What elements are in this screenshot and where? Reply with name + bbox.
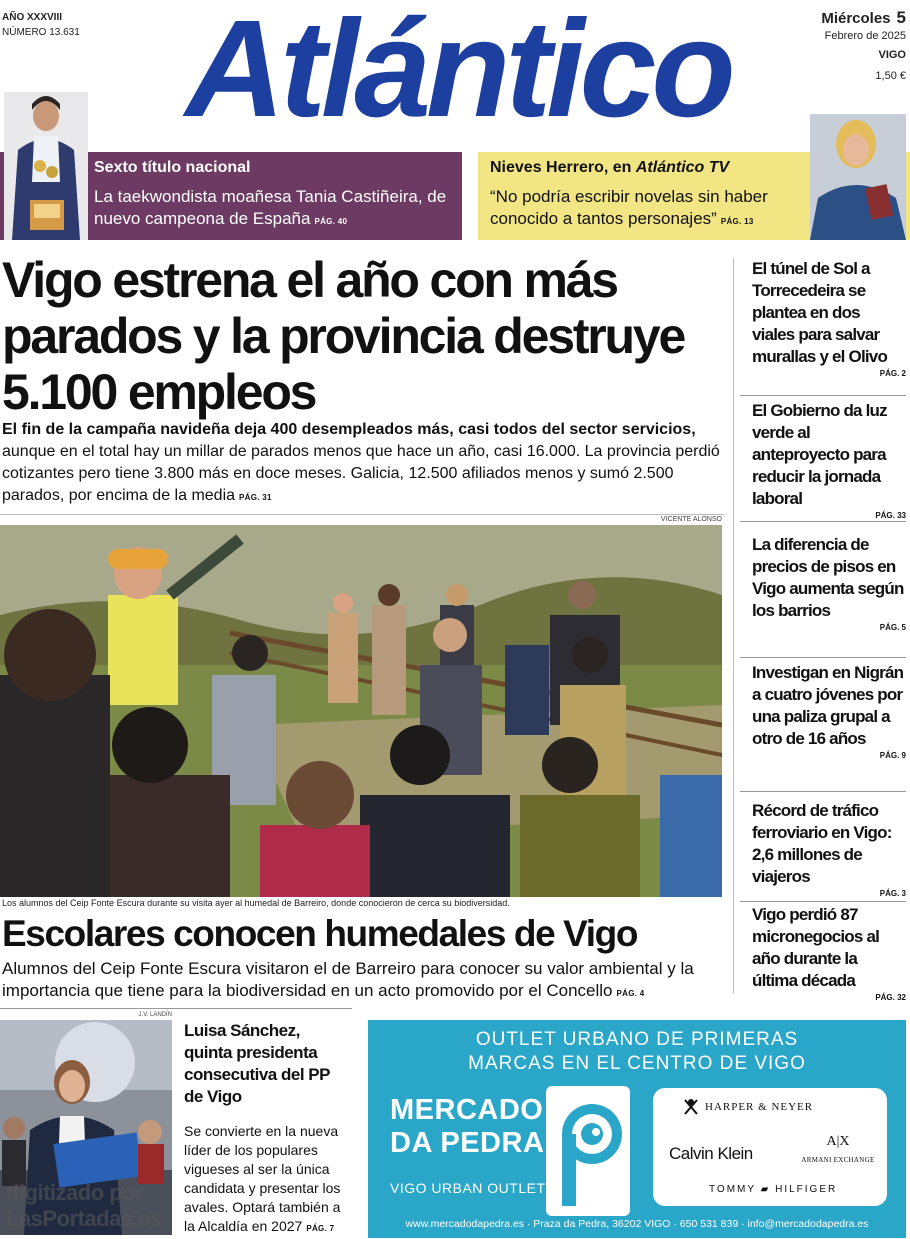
brief-item[interactable]	[740, 800, 906, 902]
edition-year: AÑO XXXVIII	[2, 12, 63, 23]
promo-atlantico-tv[interactable]	[478, 152, 910, 240]
lead-standfirst	[2, 419, 727, 509]
ad-headline-line2: MARCAS EN EL CENTRO DE VIGO	[468, 1053, 806, 1074]
page-reference: PÁG. 40	[314, 217, 348, 226]
promo-right-title	[490, 159, 729, 177]
lead-standfirst-text: aunque en el total hay un millar de parados menos que hace un año, casi 16.000. La provincia perdió cotizantes pero tiene 3.800 más en doce meses. Galicia, 12.500 afiliados menos y sumó 2.500 parados, por encima de la media	[2, 443, 720, 504]
column-divider	[733, 258, 734, 993]
brand-armani-exchange: ARMANI EXCHANGE	[801, 1156, 875, 1164]
brief-item[interactable]	[740, 398, 906, 522]
brief-title: Vigo perdió 87 micronegocios al año durante la última década	[752, 905, 880, 990]
ad-headline-line1: OUTLET URBANO DE PRIMERAS	[475, 1029, 799, 1050]
edition-info	[2, 10, 80, 40]
issue-weekday: Miércoles	[821, 10, 891, 27]
secondary-standfirst	[2, 958, 727, 1005]
watermark-line1: digitizado por	[6, 1180, 144, 1205]
page-reference: PÁG. 7	[306, 1224, 335, 1233]
promo-right-body: “No podría escribir novelas sin haber conocido a tantos personajes”	[490, 187, 768, 228]
promo-left-text	[94, 186, 459, 233]
watermark-line2: LasPortadas.es	[6, 1206, 162, 1231]
photo-caption: Los alumnos del Ceip Fonte Escura durante su visita ayer al humedal de Barreiro, donde conocieron de cerca su biodiversidad.	[2, 898, 510, 908]
ad-brand-line1: MERCADO	[390, 1094, 544, 1126]
page-reference: PÁG. 13	[720, 217, 754, 226]
ad-brand-name	[390, 1094, 544, 1160]
athlete-photo	[4, 92, 88, 240]
brief-item[interactable]	[740, 534, 906, 658]
photo-credit: J.V. LANDÍN	[138, 1012, 172, 1018]
brief-item[interactable]	[740, 904, 906, 1008]
brief-title: La diferencia de precios de pisos en Vigo aumenta según los barrios	[752, 535, 904, 620]
newspaper-logo[interactable]: Atlántico	[185, 0, 731, 146]
masthead	[0, 0, 910, 148]
page-reference: PÁG. 33	[875, 511, 906, 520]
divider	[0, 514, 724, 515]
promo-right-text	[490, 186, 810, 233]
secondary-standfirst-text: Alumnos del Ceip Fonte Escura visitaron el de Barreiro para conocer su valor ambiental y la importancia que tiene para la biodiversidad en un acto promovido por el Concello	[2, 959, 694, 1000]
author-photo	[810, 114, 906, 240]
ad-brand-line2: DA PEDRA	[390, 1127, 545, 1159]
ad-contact-footer: www.mercadodapedra.es · Praza da Pedra, 36202 VIGO · 650 531 839 · info@mercadodapedra.es	[405, 1218, 869, 1230]
page-reference: PÁG. 32	[875, 993, 906, 1002]
brief-title: El Gobierno da luz verde al anteproyecto para reducir la jornada laboral	[752, 401, 887, 508]
divider	[0, 1008, 352, 1009]
page-reference: PÁG. 2	[879, 369, 906, 378]
promo-right-title-brand: Atlántico TV	[635, 159, 730, 176]
photo-credit: VICENTE ALONSO	[660, 516, 722, 523]
page-reference: PÁG. 31	[239, 493, 272, 502]
wetland-scene-illustration	[0, 525, 722, 897]
pp-headline[interactable]: Luisa Sánchez, quinta presidenta consecutiva del PP de Vigo	[184, 1021, 330, 1106]
ad-headline	[368, 1028, 906, 1076]
brand-calvin-klein: Calvin Klein	[669, 1144, 753, 1163]
brief-title: Investigan en Nigrán a cuatro jóvenes por una paliza grupal a otro de 16 años	[752, 663, 904, 748]
brand-harper-neyer: HARPER & NEYER	[705, 1101, 814, 1113]
promo-left-title: Sexto título nacional	[94, 159, 251, 176]
lead-standfirst-bold: El fin de la campaña navideña deja 400 desempleados más, casi todos del sector servicios,	[2, 421, 696, 438]
promo-left-body: La taekwondista moañesa Tania Castiñeira, de nuevo campeona de España	[94, 187, 447, 228]
page-reference: PÁG. 5	[879, 623, 906, 632]
secondary-headline[interactable]: Escolares conocen humedales de Vigo	[2, 913, 638, 954]
brief-item[interactable]	[740, 258, 906, 396]
ad-tagline: VIGO URBAN OUTLET	[390, 1180, 546, 1196]
brief-title: Récord de tráfico ferroviario en Vigo: 2,6 millones de viajeros	[752, 801, 892, 886]
pp-body-text: Se convierte en la nueva líder de los populares vigueses al ser la única candidata y presentar los avales. Optará también a la Alcaldía en 2027	[184, 1123, 341, 1234]
brand-tommy-hilfiger: TOMMY ▰ HILFIGER	[709, 1184, 838, 1195]
issue-month-year: Febrero de 2025	[824, 30, 906, 42]
page-reference: PÁG. 9	[879, 751, 906, 760]
mercado-da-pedra-ad[interactable]	[368, 1020, 906, 1238]
lead-headline[interactable]: Vigo estrena el año con más parados y la provincia destruye 5.100 empleos	[2, 252, 685, 420]
scanner-watermark	[6, 1180, 162, 1232]
page-reference: PÁG. 3	[879, 889, 906, 898]
mercado-da-pedra-logo-icon	[546, 1086, 630, 1216]
pp-body	[184, 1122, 354, 1238]
promo-right-title-plain: Nieves Herrero, en	[490, 159, 636, 176]
wetland-visit-photo[interactable]	[0, 525, 722, 897]
edition-number: NÚMERO 13.631	[2, 27, 80, 38]
issue-date-info	[821, 8, 906, 84]
issue-day: 5	[896, 8, 906, 27]
brief-title: El túnel de Sol a Torrecedeira se plantea en dos viales para salvar murallas y el Olivo	[752, 259, 888, 366]
page-reference: PÁG. 4	[616, 989, 645, 998]
harper-crest-icon	[683, 1098, 699, 1116]
issue-city: VIGO	[878, 49, 906, 61]
promo-taekwondo[interactable]	[0, 152, 462, 240]
brand-armani-exchange-mark: A|X	[826, 1134, 850, 1149]
issue-price: 1,50 €	[875, 70, 906, 82]
brief-item[interactable]	[740, 662, 906, 792]
ad-brands-panel	[653, 1088, 887, 1206]
